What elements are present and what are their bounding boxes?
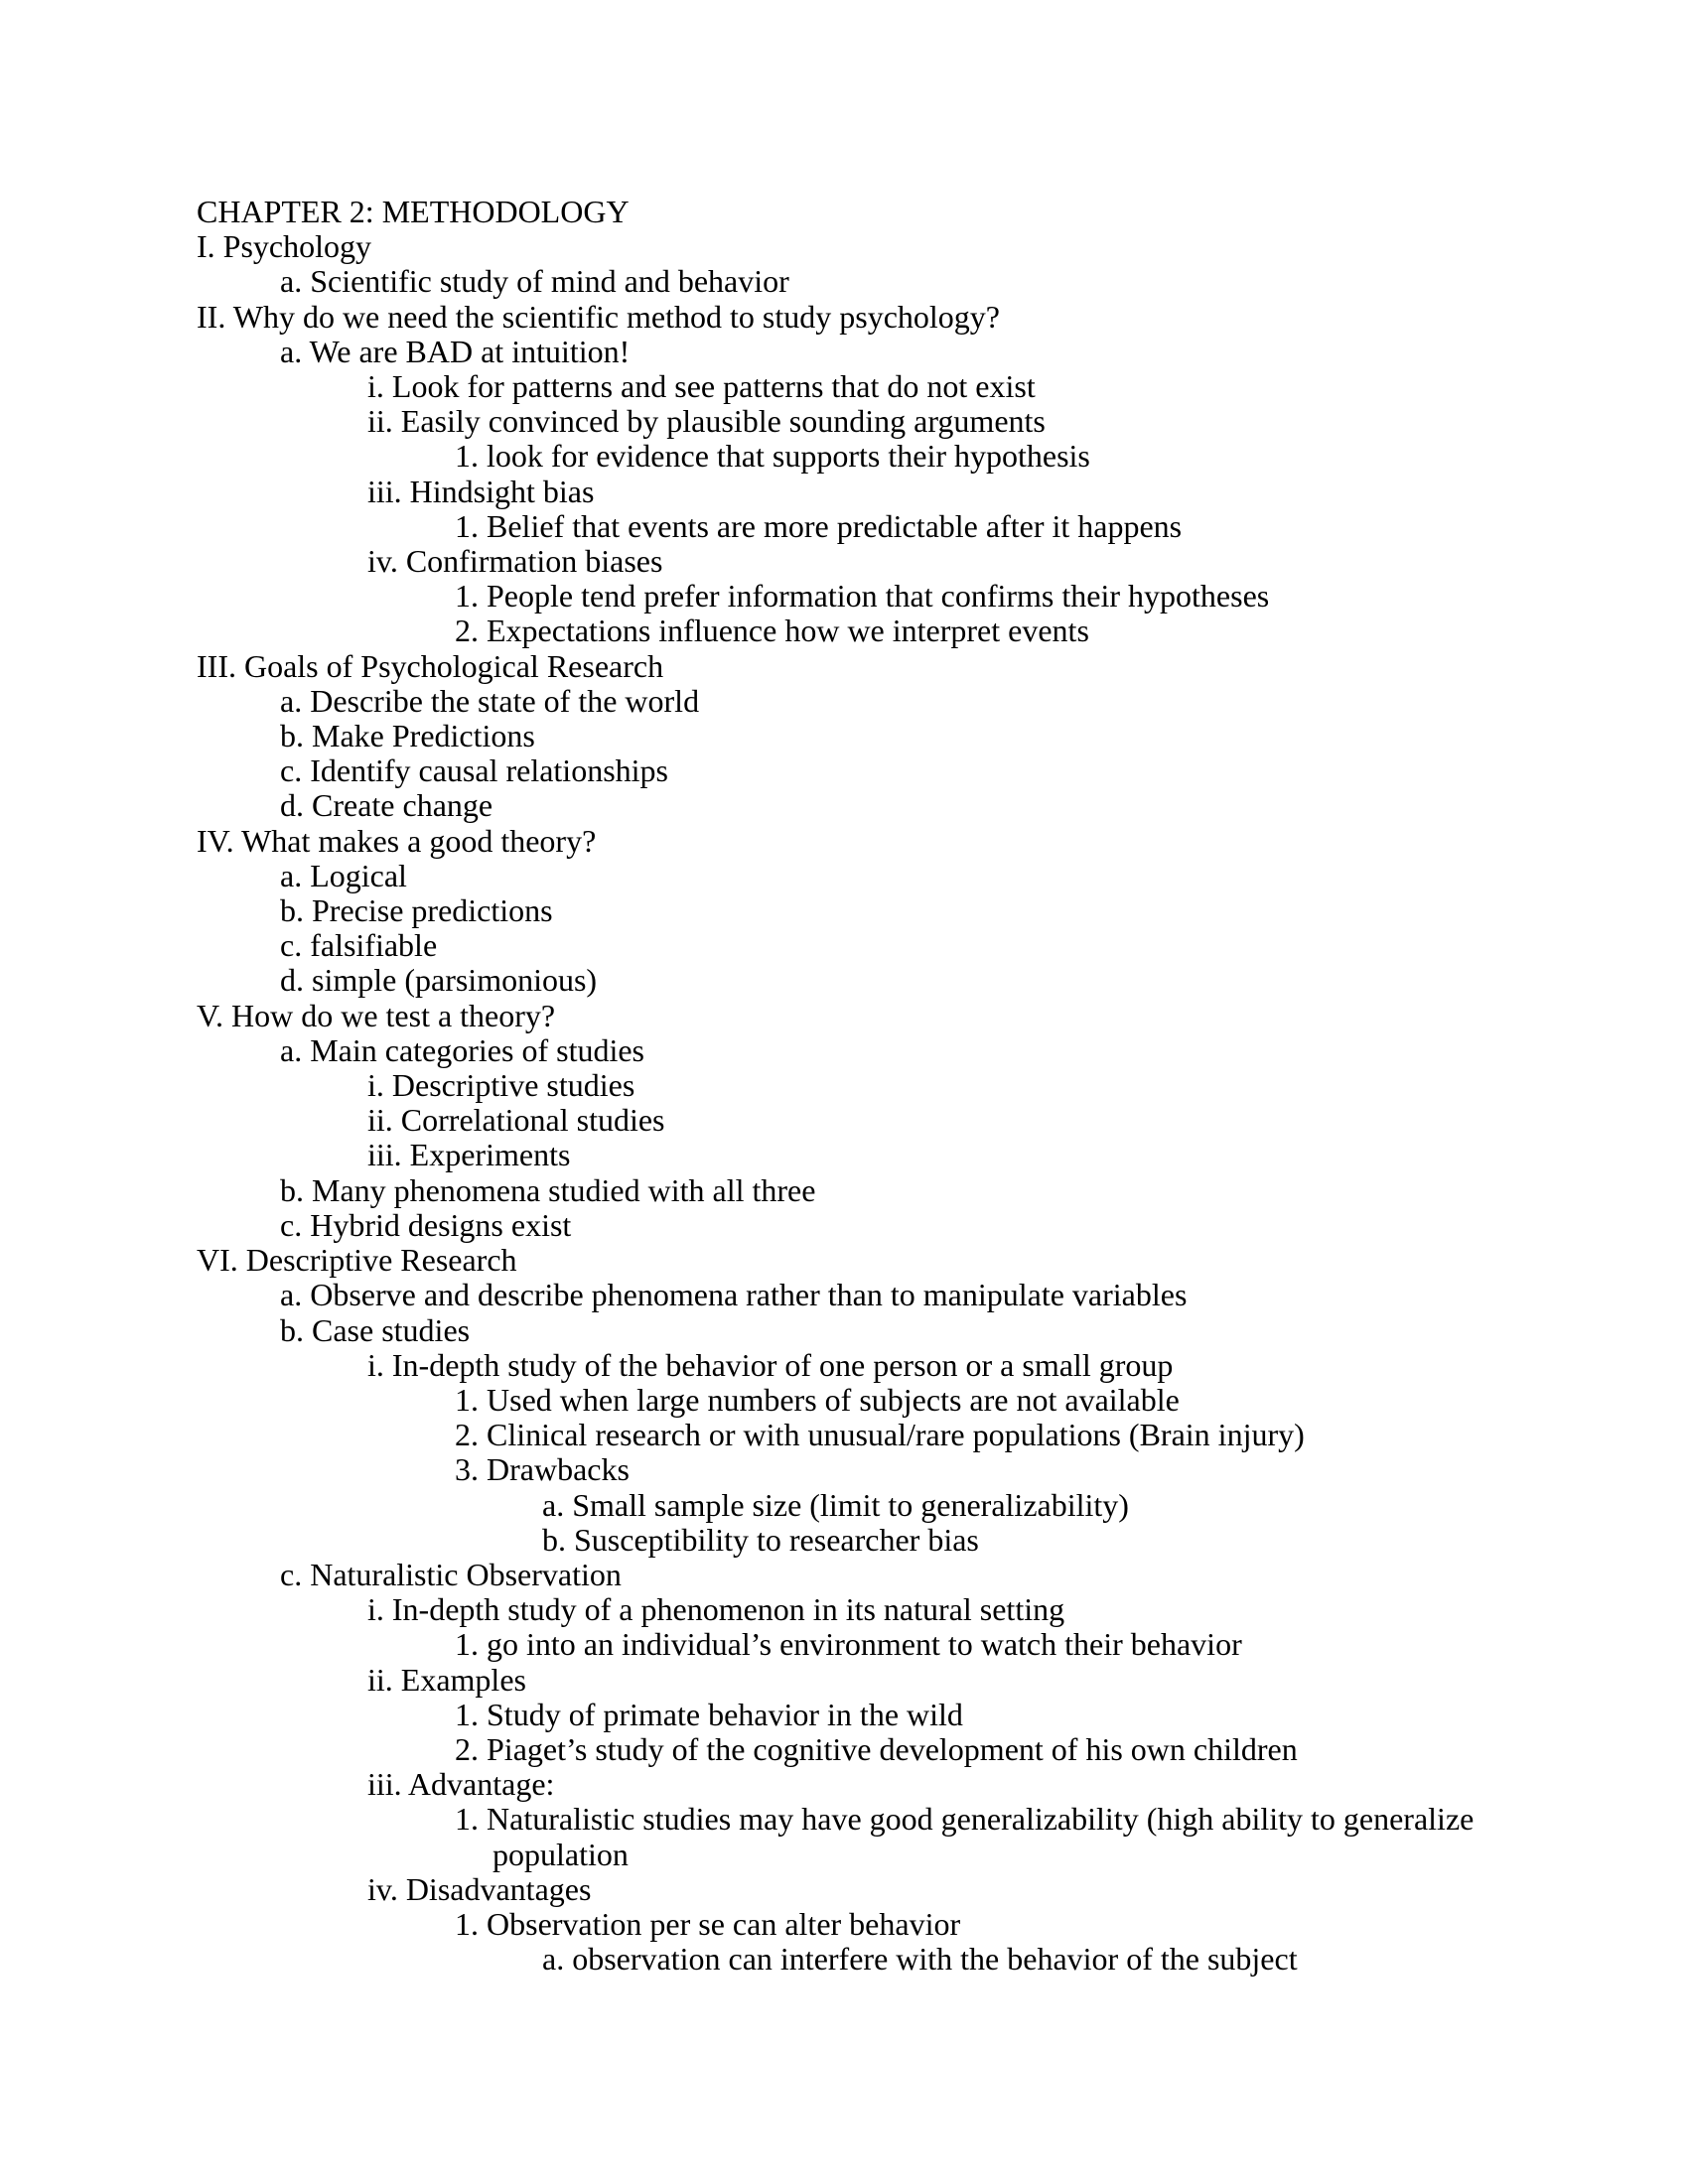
outline-item: II. Why do we need the scientific method to study psychology? — [197, 298, 1000, 335]
outline-item: a. Scientific study of mind and behavior — [280, 263, 789, 300]
outline-item: a. Small sample size (limit to generalizability) — [542, 1486, 1129, 1523]
outline-item: a. Observe and describe phenomena rather than to manipulate variables — [280, 1277, 1188, 1313]
outline-item: c. Identify causal relationships — [280, 752, 668, 789]
outline-item: 2. Piaget’s study of the cognitive development of his own children — [455, 1730, 1298, 1767]
outline-item: i. Descriptive studies — [367, 1067, 635, 1104]
outline-item: i. In-depth study of the behavior of one person or a small group — [367, 1346, 1174, 1383]
outline-item: 2. Expectations influence how we interpret events — [455, 613, 1089, 649]
outline-item: iii. Advantage: — [367, 1766, 555, 1803]
document-title: CHAPTER 2: METHODOLOGY — [197, 194, 630, 229]
outline-item: VI. Descriptive Research — [197, 1242, 517, 1279]
outline-item: 1. People tend prefer information that confirms their hypotheses — [455, 578, 1270, 614]
outline-item: c. Hybrid designs exist — [280, 1206, 572, 1243]
outline-item: 1. Used when large numbers of subjects are not available — [455, 1381, 1180, 1418]
outline-item: 2. Clinical research or with unusual/rare populations (Brain injury) — [455, 1417, 1305, 1453]
outline-item: c. Naturalistic Observation — [280, 1556, 622, 1592]
outline-item: a. Describe the state of the world — [280, 682, 700, 719]
outline-item: b. Case studies — [280, 1311, 471, 1348]
outline — [197, 229, 1549, 1977]
outline-item: b. Precise predictions — [280, 892, 553, 929]
outline-item: d. simple (parsimonious) — [280, 962, 598, 999]
outline-item: iv. Disadvantages — [367, 1870, 592, 1907]
outline-item: ii. Examples — [367, 1661, 526, 1698]
outline-item: 1. Study of primate behavior in the wild — [455, 1696, 963, 1732]
outline-item: b. Susceptibility to researcher bias — [542, 1521, 979, 1558]
outline-item: 1. look for evidence that supports their hypothesis — [455, 438, 1090, 475]
outline-item: b. Many phenomena studied with all three — [280, 1171, 816, 1208]
outline-item: III. Goals of Psychological Research — [197, 647, 664, 684]
outline-item: c. falsifiable — [280, 927, 438, 964]
outline-item: d. Create change — [280, 787, 493, 824]
outline-item: 1. Belief that events are more predictable after it happens — [455, 507, 1183, 544]
outline-item: i. Look for patterns and see patterns that do not exist — [367, 368, 1036, 405]
outline-item: iii. Hindsight bias — [367, 473, 595, 509]
outline-item: 1. Observation per se can alter behavior — [455, 1905, 961, 1942]
outline-item: ii. Correlational studies — [367, 1102, 665, 1139]
outline-item: I. Psychology — [197, 228, 371, 265]
outline-item: 3. Drawbacks — [455, 1451, 630, 1488]
outline-item: population — [492, 1836, 629, 1872]
outline-item: a. Main categories of studies — [280, 1031, 644, 1068]
outline-item: a. We are BAD at intuition! — [280, 333, 631, 369]
outline-item: IV. What makes a good theory? — [197, 822, 597, 859]
outline-item: a. observation can interfere with the behavior of the subject — [542, 1941, 1298, 1978]
outline-item: b. Make Predictions — [280, 718, 535, 754]
outline-item: V. How do we test a theory? — [197, 997, 556, 1033]
outline-item: iii. Experiments — [367, 1137, 571, 1173]
outline-item: 1. go into an individual’s environment to watch their behavior — [455, 1626, 1242, 1663]
outline-item: a. Logical — [280, 857, 407, 893]
outline-item: 1. Naturalistic studies may have good generalizability (high ability to generalize — [455, 1801, 1475, 1838]
outline-item: i. In-depth study of a phenomenon in its natural setting — [367, 1591, 1065, 1628]
outline-item: iv. Confirmation biases — [367, 543, 663, 580]
outline-item: ii. Easily convinced by plausible sounding arguments — [367, 403, 1046, 440]
